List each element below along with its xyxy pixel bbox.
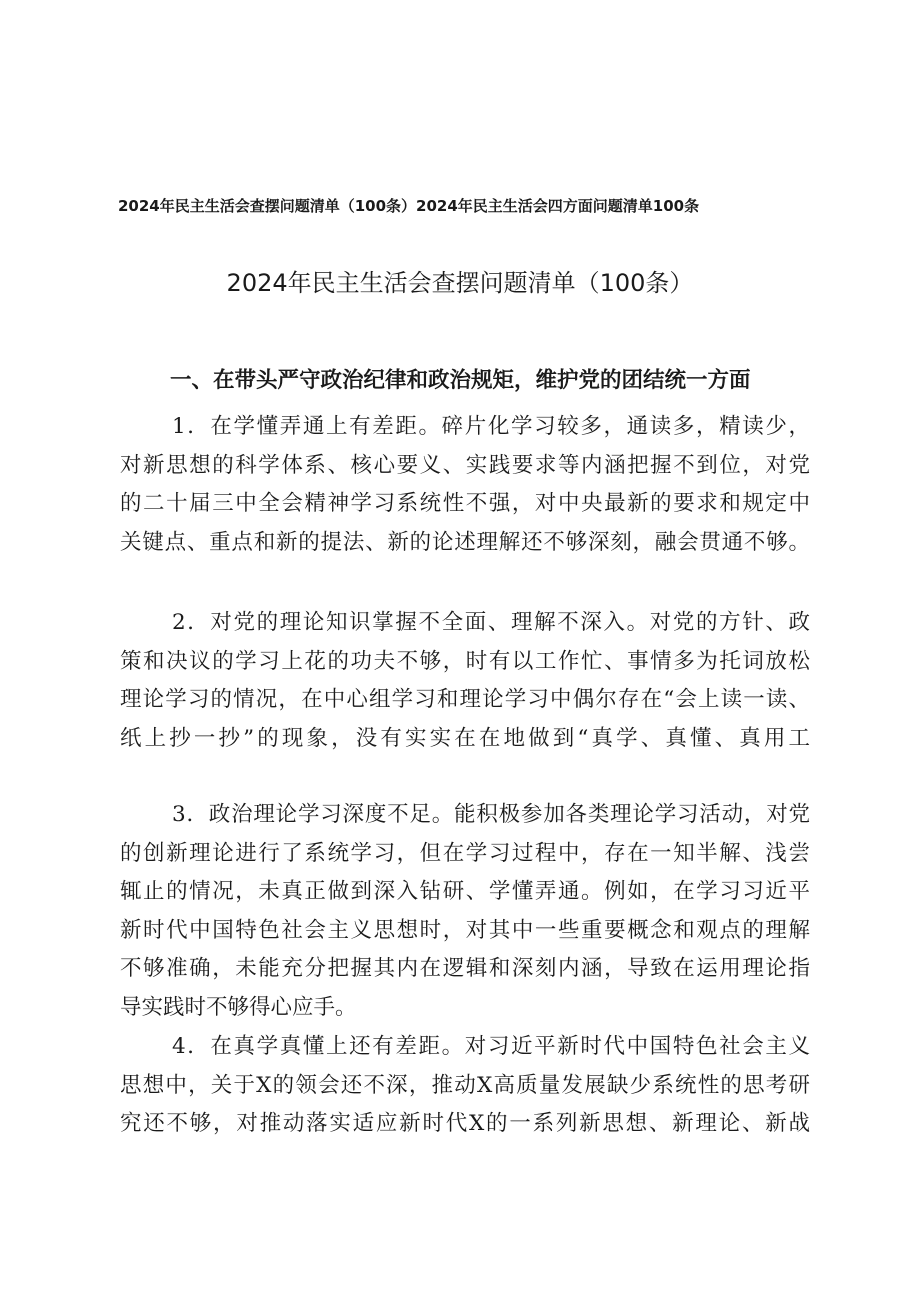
paragraph-line: 4．在真学真懂上还有差距。对习近平新时代中国特色社会主义: [172, 1034, 810, 1059]
paragraph-line: 关键点、重点和新的提法、新的论述理解还不够深刻，融会贯通不够。: [120, 529, 810, 555]
paragraph-line: 理论学习的情况，在中心组学习和理论学习中偶尔存在“会上读一读、: [120, 687, 810, 712]
section-heading: 一、在带头严守政治纪律和政治规矩，维护党的团结统一方面: [170, 368, 751, 393]
paragraph-line: 思想中，关于X的领会还不深，推动X高质量发展缺少系统性的思考研: [120, 1072, 810, 1098]
paragraph-line: 2．对党的理论知识掌握不全面、理解不深入。对党的方针、政: [172, 610, 810, 635]
paragraph-line: 的二十届三中全会精神学习系统性不强，对中央最新的要求和规定中: [120, 491, 810, 516]
paragraph-line: 3．政治理论学习深度不足。能积极参加各类理论学习活动，对党: [172, 802, 810, 827]
paragraph-2: [120, 604, 810, 758]
paragraph-line: 导实践时不够得心应手。: [120, 994, 357, 1020]
paragraph-4: [120, 1028, 810, 1144]
header-line: 2024年民主生活会查摆问题清单（100条）2024年民主生活会四方面问题清单100条: [118, 197, 700, 215]
paragraph-line: 不够准确，未能充分把握其内在逻辑和深刻内涵，导致在运用理论指: [120, 956, 810, 981]
paragraph-line: 辄止的情况，未真正做到深入钻研、学懂弄通。例如，在学习习近平: [120, 879, 810, 904]
paragraph-3: [120, 796, 810, 1027]
paragraph-line: 对新思想的科学体系、核心要义、实践要求等内涵把握不到位，对党: [120, 452, 810, 478]
paragraph-line: 策和决议的学习上花的功夫不够，时有以工作忙、事情多为托词放松: [120, 648, 810, 674]
paragraph-line: 纸上抄一抄”的现象，没有实实在在地做到“真学、真懂、真用工: [120, 725, 810, 751]
paragraph-line: 究还不够，对推动落实适应新时代X的一系列新思想、新理论、新战: [120, 1111, 810, 1136]
paragraph-1: [120, 408, 810, 562]
paragraph-line: 新时代中国特色社会主义思想时，对其中一些重要概念和观点的理解: [120, 917, 810, 943]
page-title: 2024年民主生活会查摆问题清单（100条）: [226, 269, 694, 297]
paragraph-line: 1．在学懂弄通上有差距。碎片化学习较多，通读多，精读少，: [172, 414, 810, 439]
paragraph-line: 的创新理论进行了系统学习，但在学习过程中，存在一知半解、浅尝: [120, 840, 810, 866]
